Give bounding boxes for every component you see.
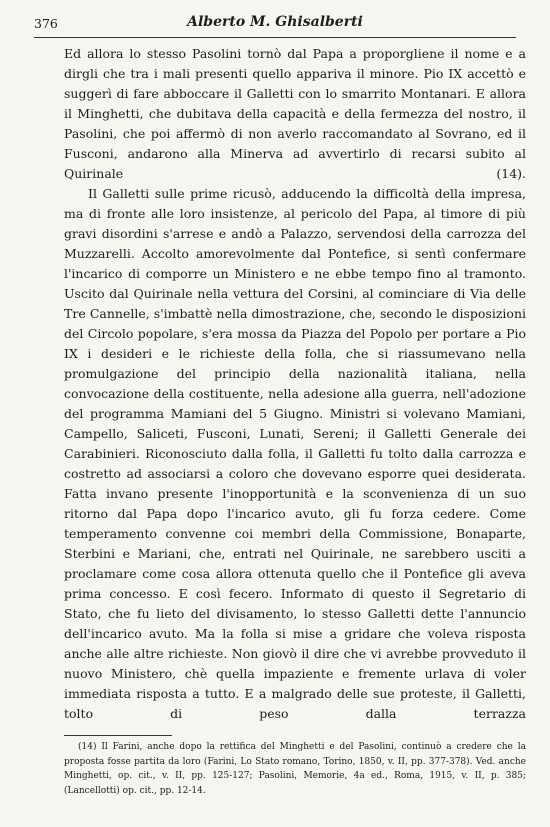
paragraph-2: Il Galletti sulle prime ricusò, adducendo la difficoltà della impresa, ma di fronte alle loro insistenze, al pericolo del Papa, al timore di più gravi disordini s'arrese e andò a Palazzo, servendosi della carrozza del Muzzarelli. Accolto amorevolmente dal Pontefice, si sentì confermare l'incarico di comporre un Ministero e ne ebbe tempo fino al tramonto. Uscito dal Quirinale nella vettura del Corsini, al cominciare di Via delle Tre Cannelle, s'imbattè nella dimostrazione, che, secondo le disposizioni del Circolo popolare, s'era mossa da Piazza del Popolo per portare a Pio IX i desideri e le richieste della folla, che si riassumevano nella promulgazione del principio della nazionalità italiana, nella convocazione della costituente, nella adesione alla guerra, nell'adozione del programma Mamiani del 5 Giugno. Ministri si volevano Mamiani, Campello, Saliceti, Fusconi, Lunati, Sereni; il Galletti Generale dei Carabinieri. Riconosciuto dalla folla, il Galletti fu tolto dalla carrozza e costretto ad associarsi a coloro che dovevano esporre quei desiderata. Fatta invano presente l'inopportunità e la sconvenienza di un suo ritorno dal Papa dopo l'incarico avuto, gli fu forza cedere. Come temperamento convenne coi membri della Commissione, Bonaparte, Sterbini e Mariani, che, entrati nel Quirinale, ne sarebbero usciti a proclamare come cosa allora ottenuta quello che il Pontefice gli aveva prima concesso. E così fecero. Informato di questo il Segretario di Stato, che fu lieto del divisamento, lo stesso Galletti dette l'annuncio dell'incarico avuto. Ma la folla si mise a gridare che voleva risposta anche alle altre richieste. Non giovò il dire che vi avrebbe provveduto il nuovo Ministero, chè quella impaziente e fremente urlava di voler immediata risposta a tutto. E a malgrado delle sue proteste, il Galletti, tolto di peso dalla terrazza (64, 186, 526, 721)
body-text (64, 44, 526, 724)
footnote (64, 740, 526, 798)
paragraph-1: Ed allora lo stesso Pasolini tornò dal Papa a proporgliene il nome e a dirgli che tra i mali presenti quello appariva il minore. Pio IX accettò e suggerì di fare abboccare il Galletti con lo smarrito Montanari. E allora il Minghetti, che dubitava della capacità e della fermezza del nostro, il Pasolini, che poi affermò di non averlo raccomandato al Sovrano, ed il Fusconi, andarono alla Minerva ad avvertirlo di recarsi subito al Quirinale (14). (64, 46, 526, 181)
header-rule (34, 37, 516, 38)
page-number: 376 (34, 16, 58, 31)
page-header (34, 14, 516, 34)
running-head: Alberto M. Ghisalberti (187, 14, 363, 30)
footnote-rule (64, 735, 172, 736)
footnote-14: (14) Il Farini, anche dopo la rettifica del Minghetti e del Pasolini, continuò a credere che la proposta fosse partita da loro (Farini, Lo Stato romano, Torino, 1850, v. II, pp. 377-378). Ved. anche Minghetti, op. cit., v. II, pp. 125-127; Pasolini, Memorie, 4a ed., Roma, 1915, v. II, p. 385; (Lancellotti) op. cit., pp. 12-14. (64, 742, 526, 796)
